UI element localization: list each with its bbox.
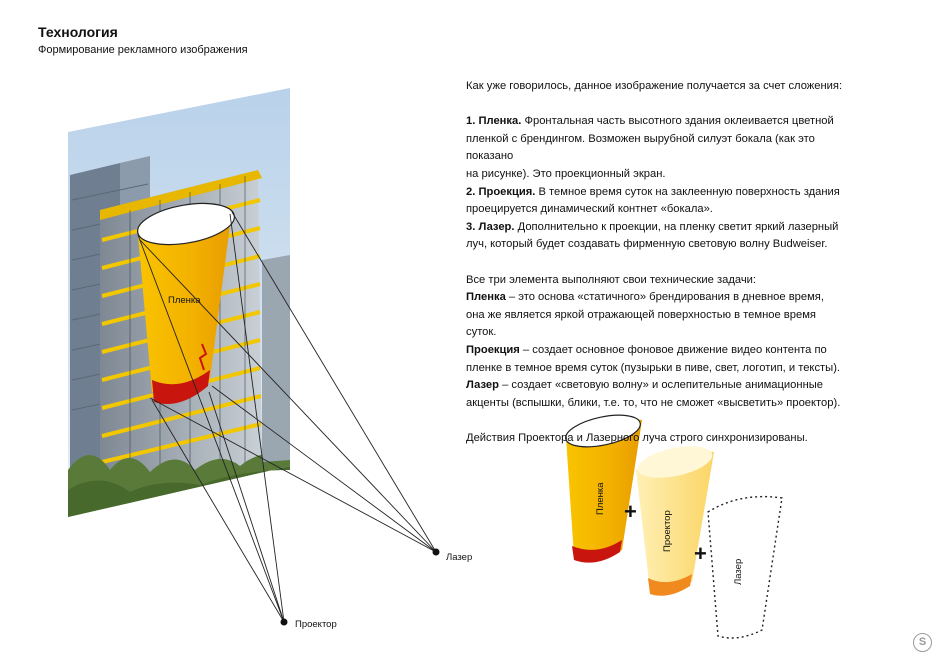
task-film-line: – это основа «статичного» брендирования в дневное время, bbox=[505, 291, 824, 304]
laser-point bbox=[433, 549, 440, 556]
step-laser-heading: 3. Лазер. bbox=[466, 220, 515, 233]
task-laser-line: акценты (вспышки, блики, т.е. то, что не сможет «высветить» проектор). bbox=[466, 396, 841, 409]
plus-sign: + bbox=[624, 499, 637, 524]
page-subtitle: Формирование рекламного изображения bbox=[38, 44, 248, 56]
task-film-line: она же является яркой отражающей поверхностью в темное время суток. bbox=[466, 308, 816, 339]
laser-label: Лазер bbox=[446, 552, 473, 563]
task-projection-line: пленке в темное время суток (пузырьки в пиве, свет, логотип, и тексты). bbox=[466, 361, 841, 374]
tasks-intro: Все три элемента выполняют свои технические задачи: bbox=[466, 273, 757, 286]
task-film bbox=[466, 289, 846, 342]
task-laser bbox=[466, 377, 846, 412]
description-text bbox=[466, 78, 846, 447]
step-projection-line: проецируется динамический контнет «бокала». bbox=[466, 203, 713, 216]
plus-sign: + bbox=[694, 541, 707, 566]
step-film-line: пленкой с брендингом. Возможен вырубной силуэт бокала (как это показано bbox=[466, 132, 815, 163]
task-film-heading: Пленка bbox=[466, 291, 506, 304]
laser-component-label: Лазер bbox=[733, 558, 744, 585]
step-projection-heading: 2. Проекция. bbox=[466, 185, 536, 198]
task-projection bbox=[466, 342, 846, 377]
step-projection-line: В темное время суток на заклеенную поверхность здания bbox=[535, 185, 840, 198]
step-film-heading: 1. Пленка. bbox=[466, 115, 522, 128]
step-laser-line: Дополнительно к проекции, на пленку светит яркий лазерный bbox=[514, 220, 839, 233]
projection-component-label: Проектор bbox=[662, 510, 673, 552]
step-laser bbox=[466, 219, 846, 254]
projection-component bbox=[635, 440, 715, 595]
step-projection bbox=[466, 184, 846, 219]
step-film-line: на рисунке). Это проекционный экран. bbox=[466, 167, 666, 180]
intro-paragraph: Как уже говорилось, данное изображение получается за счет сложения: bbox=[466, 80, 843, 92]
page-title: Технология bbox=[38, 24, 118, 40]
task-projection-heading: Проекция bbox=[466, 343, 520, 356]
projector-label: Проектор bbox=[295, 619, 337, 630]
film-component-label: Пленка bbox=[595, 482, 606, 515]
step-film bbox=[466, 113, 846, 183]
step-film-line: Фронтальная часть высотного здания оклеивается цветной bbox=[521, 115, 834, 128]
laser-component bbox=[708, 497, 782, 638]
step-laser-line: луч, который будет создавать фирменную световую волну Budweiser. bbox=[466, 238, 828, 251]
projector-point bbox=[281, 619, 288, 626]
facade-glass-label: Пленка bbox=[168, 295, 201, 306]
task-projection-line: – создает основное фоновое движение видео контента по bbox=[519, 343, 827, 356]
task-laser-heading: Лазер bbox=[466, 379, 499, 392]
task-laser-line: – создает «световую волну» и ослепительные анимационные bbox=[498, 379, 824, 392]
brand-logo-icon: S bbox=[913, 633, 932, 652]
closing-paragraph: Действия Проектора и Лазерного луча строго синхронизированы. bbox=[466, 431, 808, 444]
